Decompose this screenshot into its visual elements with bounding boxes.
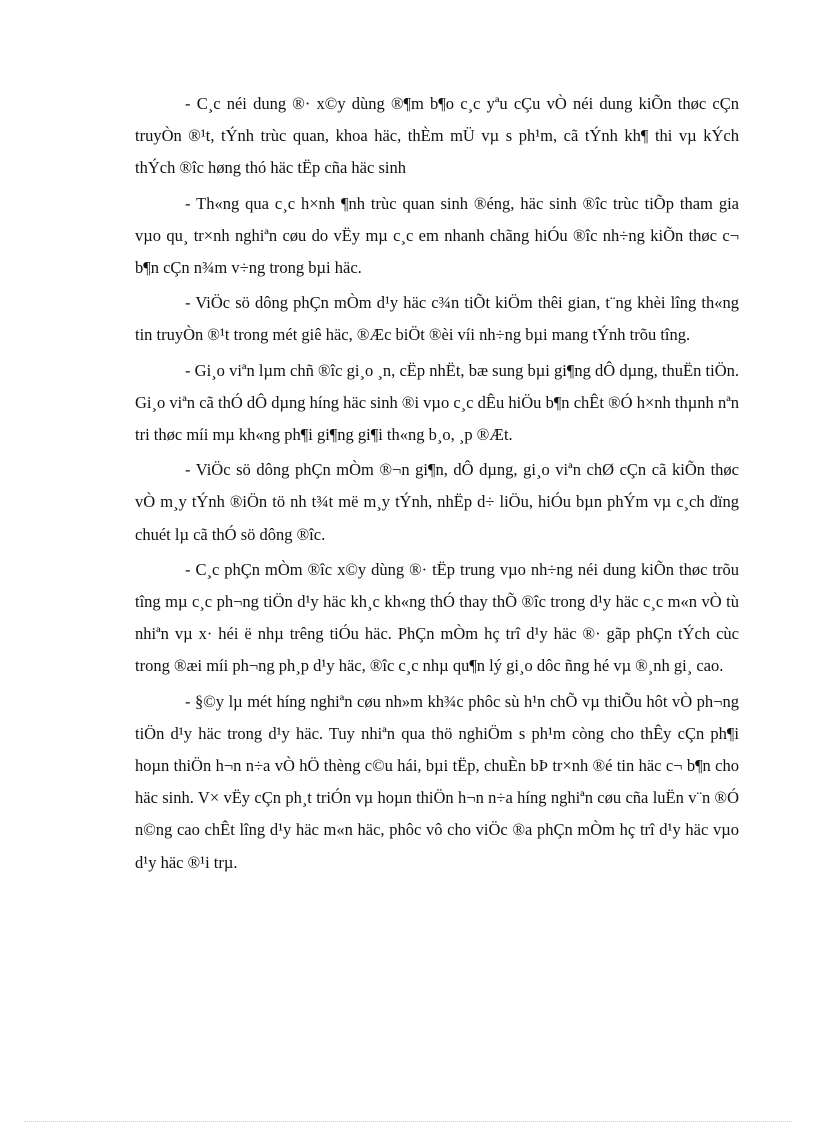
paragraph-4: - Gi¸o viªn lµm chñ ®îc gi¸o ¸n, cËp nhËt, bæ sung bµi gi¶ng dÔ dµng, thuËn tiÖn. Gi¸o viªn cã thÓ dÔ dµng híng häc sinh ®i vµo c¸c dÊu hiÖu b¶n chÊt ®Ó h×nh thµnh nªn tri thøc míi mµ kh«ng ph¶i gi¶ng gi¶i th«ng b¸o, ¸p ®Æt. — [135, 360, 739, 445]
paragraph-7: - §©y lµ mét híng nghiªn cøu nh»m kh¾c phôc sù h¹n chÕ vµ thiÕu hôt vÒ ph¬ng tiÖn d¹y häc trong d¹y häc. Tuy nhiªn qua thö nghiÖm s ph¹m còng cho thÊy cÇn ph¶i hoµn thiÖn h¬n n÷a vÒ hÖ thèng c©u hái, bµi tËp, chuÈn bÞ tr×nh ®é tin häc c¬ b¶n cho häc sinh. V× vËy cÇn ph¸t triÓn vµ hoµn thiÖn h¬n n÷a híng nghiªn cøu cña luËn v¨n ®Ó n©ng cao chÊt lîng d¹y häc m«n häc, phôc vô cho viÖc ®a phÇn mÒm hç trî d¹y häc vµo d¹y häc ®¹i trµ. — [135, 691, 739, 872]
paragraph-3: - ViÖc sö dông phÇn mÒm d¹y häc c¾n tiÕt kiÖm thêi gian, t¨ng khèi lîng th«ng tin truyÒn ®¹t trong mét giê häc, ®Æc biÖt ®èi víi nh÷ng bµi mang tÝnh trõu tîng. — [135, 293, 739, 345]
paragraph-1: - C¸c néi dung ®· x©y dùng ®¶m b¶o c¸c yªu cÇu vÒ néi dung kiÕn thøc cÇn truyÒn ®¹t, tÝnh trùc quan, khoa häc, thÈm mÜ vµ s ph¹m, cã tÝnh kh¶ thi vµ kÝch thÝch ®îc høng thó häc tËp cña häc sinh — [135, 94, 739, 178]
paragraph-5: - ViÖc sö dông phÇn mÒm ®¬n gi¶n, dÔ dµng, gi¸o viªn chØ cÇn cã kiÕn thøc vÒ m¸y tÝnh ®iÖn tö nh t¾t më m¸y tÝnh, nhËp d÷ liÖu, hiÓu bµn phÝm vµ c¸ch dïng chuét lµ cã thÓ sö dông ®îc. — [135, 460, 739, 544]
paragraph-6: - C¸c phÇn mÒm ®îc x©y dùng ®· tËp trung vµo nh÷ng néi dung kiÕn thøc trõu tîng mµ c¸c ph¬ng tiÖn d¹y häc kh¸c kh«ng thÓ thay thÕ ®îc trong d¹y häc c¸c m«n vÒ tù nhiªn vµ x· héi ë nhµ trêng tiÓu häc. PhÇn mÒm hç trî d¹y häc ®· gãp phÇn tÝch cùc trong ®æi míi ph¬ng ph¸p d¹y häc, ®îc c¸c nhµ qu¶n lý gi¸o dôc ñng hé vµ ®¸nh gi¸ cao. — [135, 559, 739, 676]
paragraph-2: - Th«ng qua c¸c h×nh ¶nh trùc quan sinh ®éng, häc sinh ®îc trùc tiÕp tham gia vµo qu¸ tr×nh nghiªn cøu do vËy mµ c¸c em nhanh chãng hiÓu ®îc nh÷ng kiÕn thøc c¬ b¶n cÇn n¾m v÷ng trong bµi häc. — [135, 193, 739, 278]
page-bottom-divider — [24, 1121, 792, 1122]
document-body — [135, 88, 739, 879]
